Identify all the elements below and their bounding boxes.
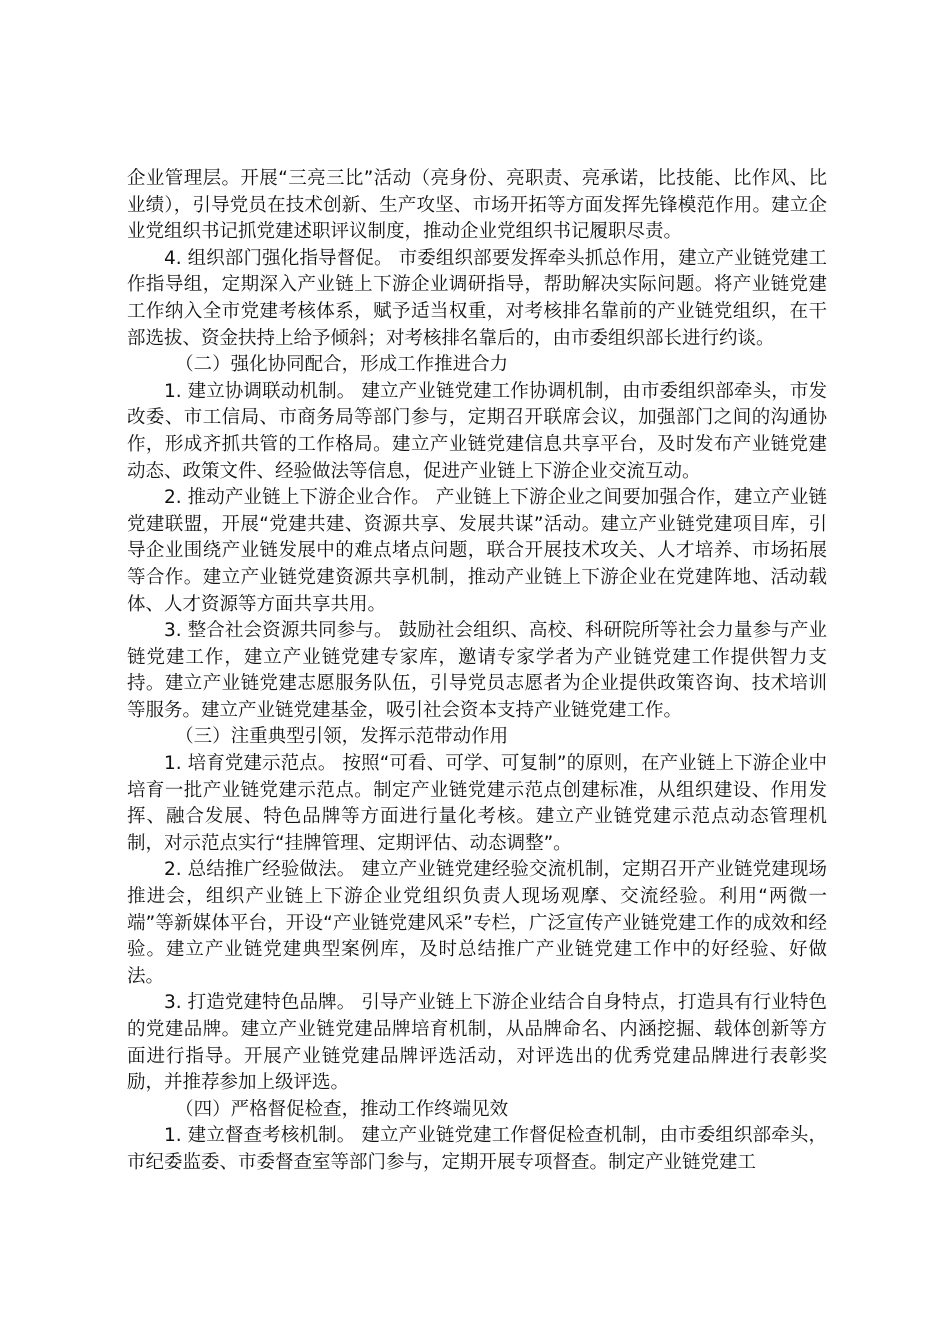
- paragraph-item-4-guidance: 4. 组织部门强化指导督促。 市委组织部要发挥牵头抓总作用，建立产业链党建工作指导组，定期深入产业链上下游企业调研指导，帮助解决实际问题。将产业链党建工作纳入全市党建考核体系，赋予适当权重，对考核排名靠前的产业链党组织，在干部选拔、资金扶持上给予倾斜；对考核排名靠后的，由市委组织部长进行约谈。: [127, 247, 827, 349]
- paragraph-item-social-resources: 3. 整合社会资源共同参与。 鼓励社会组织、高校、科研院所等社会力量参与产业链党建工作，建立产业链党建专家库，邀请专家学者为产业链党建工作提供智力支持。建立产业链党建志愿服务队伍，引导党员志愿者为企业提供政策咨询、技术培训等服务。建立产业链党建基金，吸引社会资本支持产业链党建工作。: [127, 620, 827, 721]
- section-heading-2: （二）强化协同配合，形成工作推进合力: [175, 354, 509, 376]
- paragraph-item-cooperation: 2. 推动产业链上下游企业合作。 产业链上下游企业之间要加强合作，建立产业链党建联盟，开展“党建共建、资源共享、发展共谋”活动。建立产业链党建项目库，引导企业围绕产业链发展中的难点堵点问题，联合开展技术攻关、人才培养、市场拓展等合作。建立产业链党建资源共享机制，推动产业链上下游企业在党建阵地、活动载体、人才资源等方面共享共用。: [127, 487, 827, 615]
- section-heading-3: （三）注重典型引领，发挥示范带动作用: [175, 726, 509, 748]
- paragraph-continuation: 企业管理层。开展“三亮三比”活动（亮身份、亮职责、亮承诺，比技能、比作风、比业绩），引导党员在技术创新、生产攻坚、市场开拓等方面发挥先锋模范作用。建立企业党组织书记抓党建述职评议制度，推动企业党组织书记履职尽责。: [127, 168, 827, 243]
- paragraph-item-coordination: 1. 建立协调联动机制。 建立产业链党建工作协调机制，由市委组织部牵头，市发改委、市工信局、市商务局等部门参与，定期召开联席会议，加强部门之间的沟通协作，形成齐抓共管的工作格局。建立产业链党建信息共享平台，及时发布产业链党建动态、政策文件、经验做法等信息，促进产业链上下游企业交流互动。: [127, 380, 827, 482]
- paragraph-item-brand: 3. 打造党建特色品牌。 引导产业链上下游企业结合自身特点，打造具有行业特色的党建品牌。建立产业链党建品牌培育机制，从品牌命名、内涵挖掘、载体创新等方面进行指导。开展产业链党建品牌评选活动，对评选出的优秀党建品牌进行表彰奖励，并推荐参加上级评选。: [127, 992, 827, 1094]
- paragraph-item-demonstration: 1. 培育党建示范点。 按照“可看、可学、可复制”的原则，在产业链上下游企业中培育一批产业链党建示范点。制定产业链党建示范点创建标准，从组织建设、作用发挥、融合发展、特色品牌等方面进行量化考核。建立产业链党建示范点动态管理机制，对示范点实行“挂牌管理、定期评估、动态调整”。: [127, 753, 827, 854]
- document-body: [127, 166, 827, 1177]
- paragraph-item-experience: 2. 总结推广经验做法。 建立产业链党建经验交流机制，定期召开产业链党建现场推进会，组织产业链上下游企业党组织负责人现场观摩、交流经验。利用“两微一端”等新媒体平台，开设“产业链党建风采”专栏，广泛宣传产业链党建工作的成效和经验。建立产业链党建典型案例库，及时总结推广产业链党建工作中的好经验、好做法。: [127, 859, 827, 987]
- paragraph-item-supervision: 1. 建立督查考核机制。 建立产业链党建工作督促检查机制，由市委组织部牵头，市纪委监委、市委督查室等部门参与，定期开展专项督查。制定产业链党建工: [127, 1125, 827, 1173]
- section-heading-4: （四）严格督促检查，推动工作终端见效: [175, 1098, 509, 1120]
